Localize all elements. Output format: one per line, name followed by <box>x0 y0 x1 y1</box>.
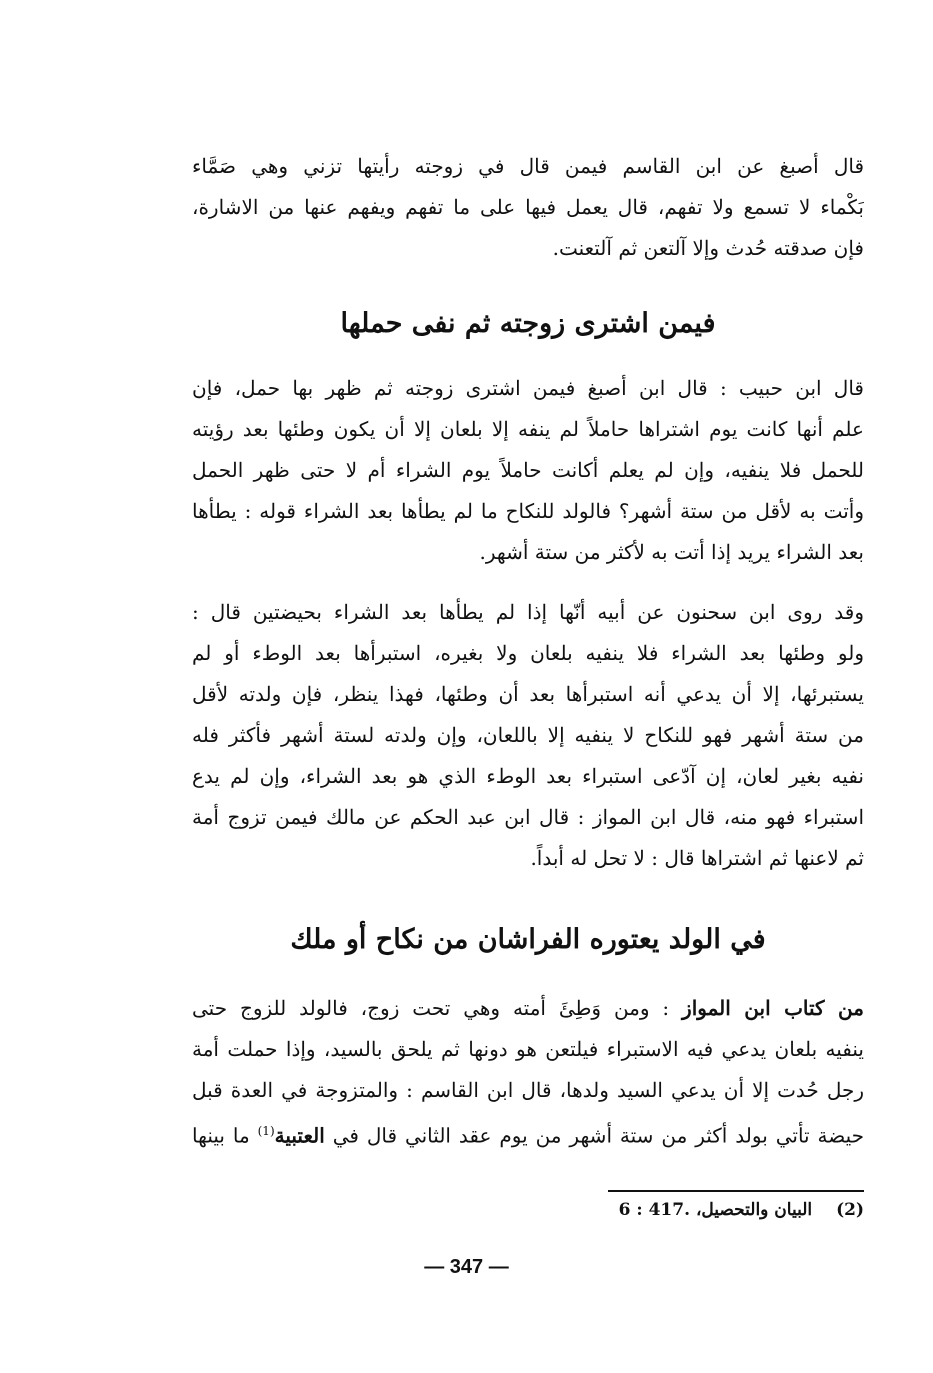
text-line: من ستة أشهر فهو للنكاح لا ينفيه إلا باللعان، وإن ولدته لستة أشهر فأكثر فله <box>192 723 864 747</box>
text-line <box>192 988 864 1029</box>
text-line: علم أنها كانت يوم اشتراها حاملاً لم ينفه إلا بلعان إلا أن يكون وطئها بعد رؤيته <box>192 417 864 441</box>
text-line: ثم لاعنها ثم اشتراها قال : لا تحل له أبداً. <box>530 846 864 870</box>
text-line: وأتت به لأقل من ستة أشهر؟ فالولد للنكاح ما لم يطأها بعد الشراء قوله : يطأها <box>192 499 864 523</box>
paragraph-4 <box>192 988 864 1157</box>
text-line: وقد روى ابن سحنون عن أبيه أنّها إذا لم يطأها بعد الشراء بحيضتين قال : <box>192 600 864 624</box>
section-heading-2: في الولد يعتوره الفراشان من نكاح أو ملك <box>290 924 766 955</box>
paragraph-3 <box>192 592 864 879</box>
section-heading-1: فيمن اشترى زوجته ثم نفى حملها <box>340 308 716 339</box>
page-number: — 347 — <box>424 1256 509 1278</box>
text-line: فإن صدقته حُدث وإلا آلتعن ثم آلتعنت. <box>552 236 864 260</box>
book-title: العتبية <box>274 1123 325 1148</box>
text-run: ما بينها <box>192 1123 258 1148</box>
text-line: ينفيه بلعان يدعي فيه الاستبراء فيلتعن هو دونها ثم يلحق بالسيد، وإذا حملت أمة <box>192 1037 864 1061</box>
text-line: للحمل فلا ينفيه، وإن لم يعلم أكانت حاملاً يوم الشراء أم لا حتى ظهر الحمل <box>192 458 864 482</box>
footnote-reference: 6 : 417. <box>618 1200 691 1220</box>
book-title: من كتاب ابن المواز <box>682 996 864 1020</box>
text-line: نفيه بغير لعان، إن آدّعى استبراء بعد الوطء الذي هو بعد الشراء، وإن لم يدع <box>192 764 864 788</box>
paragraph-2 <box>192 368 864 573</box>
text-line: رجل حُدت إلا أن يدعي السيد ولدها، قال ابن القاسم : والمتزوجة في العدة قبل <box>192 1078 864 1102</box>
text-line: قال أصبغ عن ابن القاسم فيمن قال في زوجته رأيتها تزني وهي صَمَّاء <box>192 154 864 178</box>
text-line: استبراء فهو منه، قال ابن المواز : قال ابن عبد الحكم عن مالك فيمن تزوج أمة <box>192 805 864 829</box>
text-line: بَكْماء لا تسمع ولا تفهم، قال يعمل فيها على ما تفهم ويفهم عنها من الاشارة، <box>192 195 864 219</box>
text-line <box>192 1111 864 1157</box>
footnote-marker: (1) <box>257 1124 275 1138</box>
text-line: قال ابن حبيب : قال ابن أصبغ فيمن اشترى زوجته ثم ظهر بها حمل، فإن <box>192 376 864 400</box>
footnote-number: (2) <box>836 1200 864 1220</box>
footnote-source: البيان والتحصيل، <box>695 1200 813 1220</box>
text-run: : ومن وَطِئَ أمته وهي تحت زوج، فالولد للزوج حتى <box>192 996 683 1020</box>
paragraph-1 <box>192 146 864 269</box>
text-line: بعد الشراء يريد إذا أتت به لأكثر من ستة أشهر. <box>479 540 864 564</box>
text-run: حيضة تأتي بولد أكثر من ستة أشهر من يوم عقد الثاني قال في <box>324 1123 864 1148</box>
footnote-separator <box>608 1190 864 1192</box>
footnote <box>560 1200 864 1220</box>
text-line: ولو وطئها بعد الشراء فلا ينفيه بلعان ولا بغيره، استبرأها بعد الوطء أو لم <box>192 641 864 665</box>
text-line: يستبرئها، إلا أن يدعي أنه استبرأها بعد أن وطئها، فهذا ينظر، فإن ولدته لأقل <box>192 682 864 706</box>
